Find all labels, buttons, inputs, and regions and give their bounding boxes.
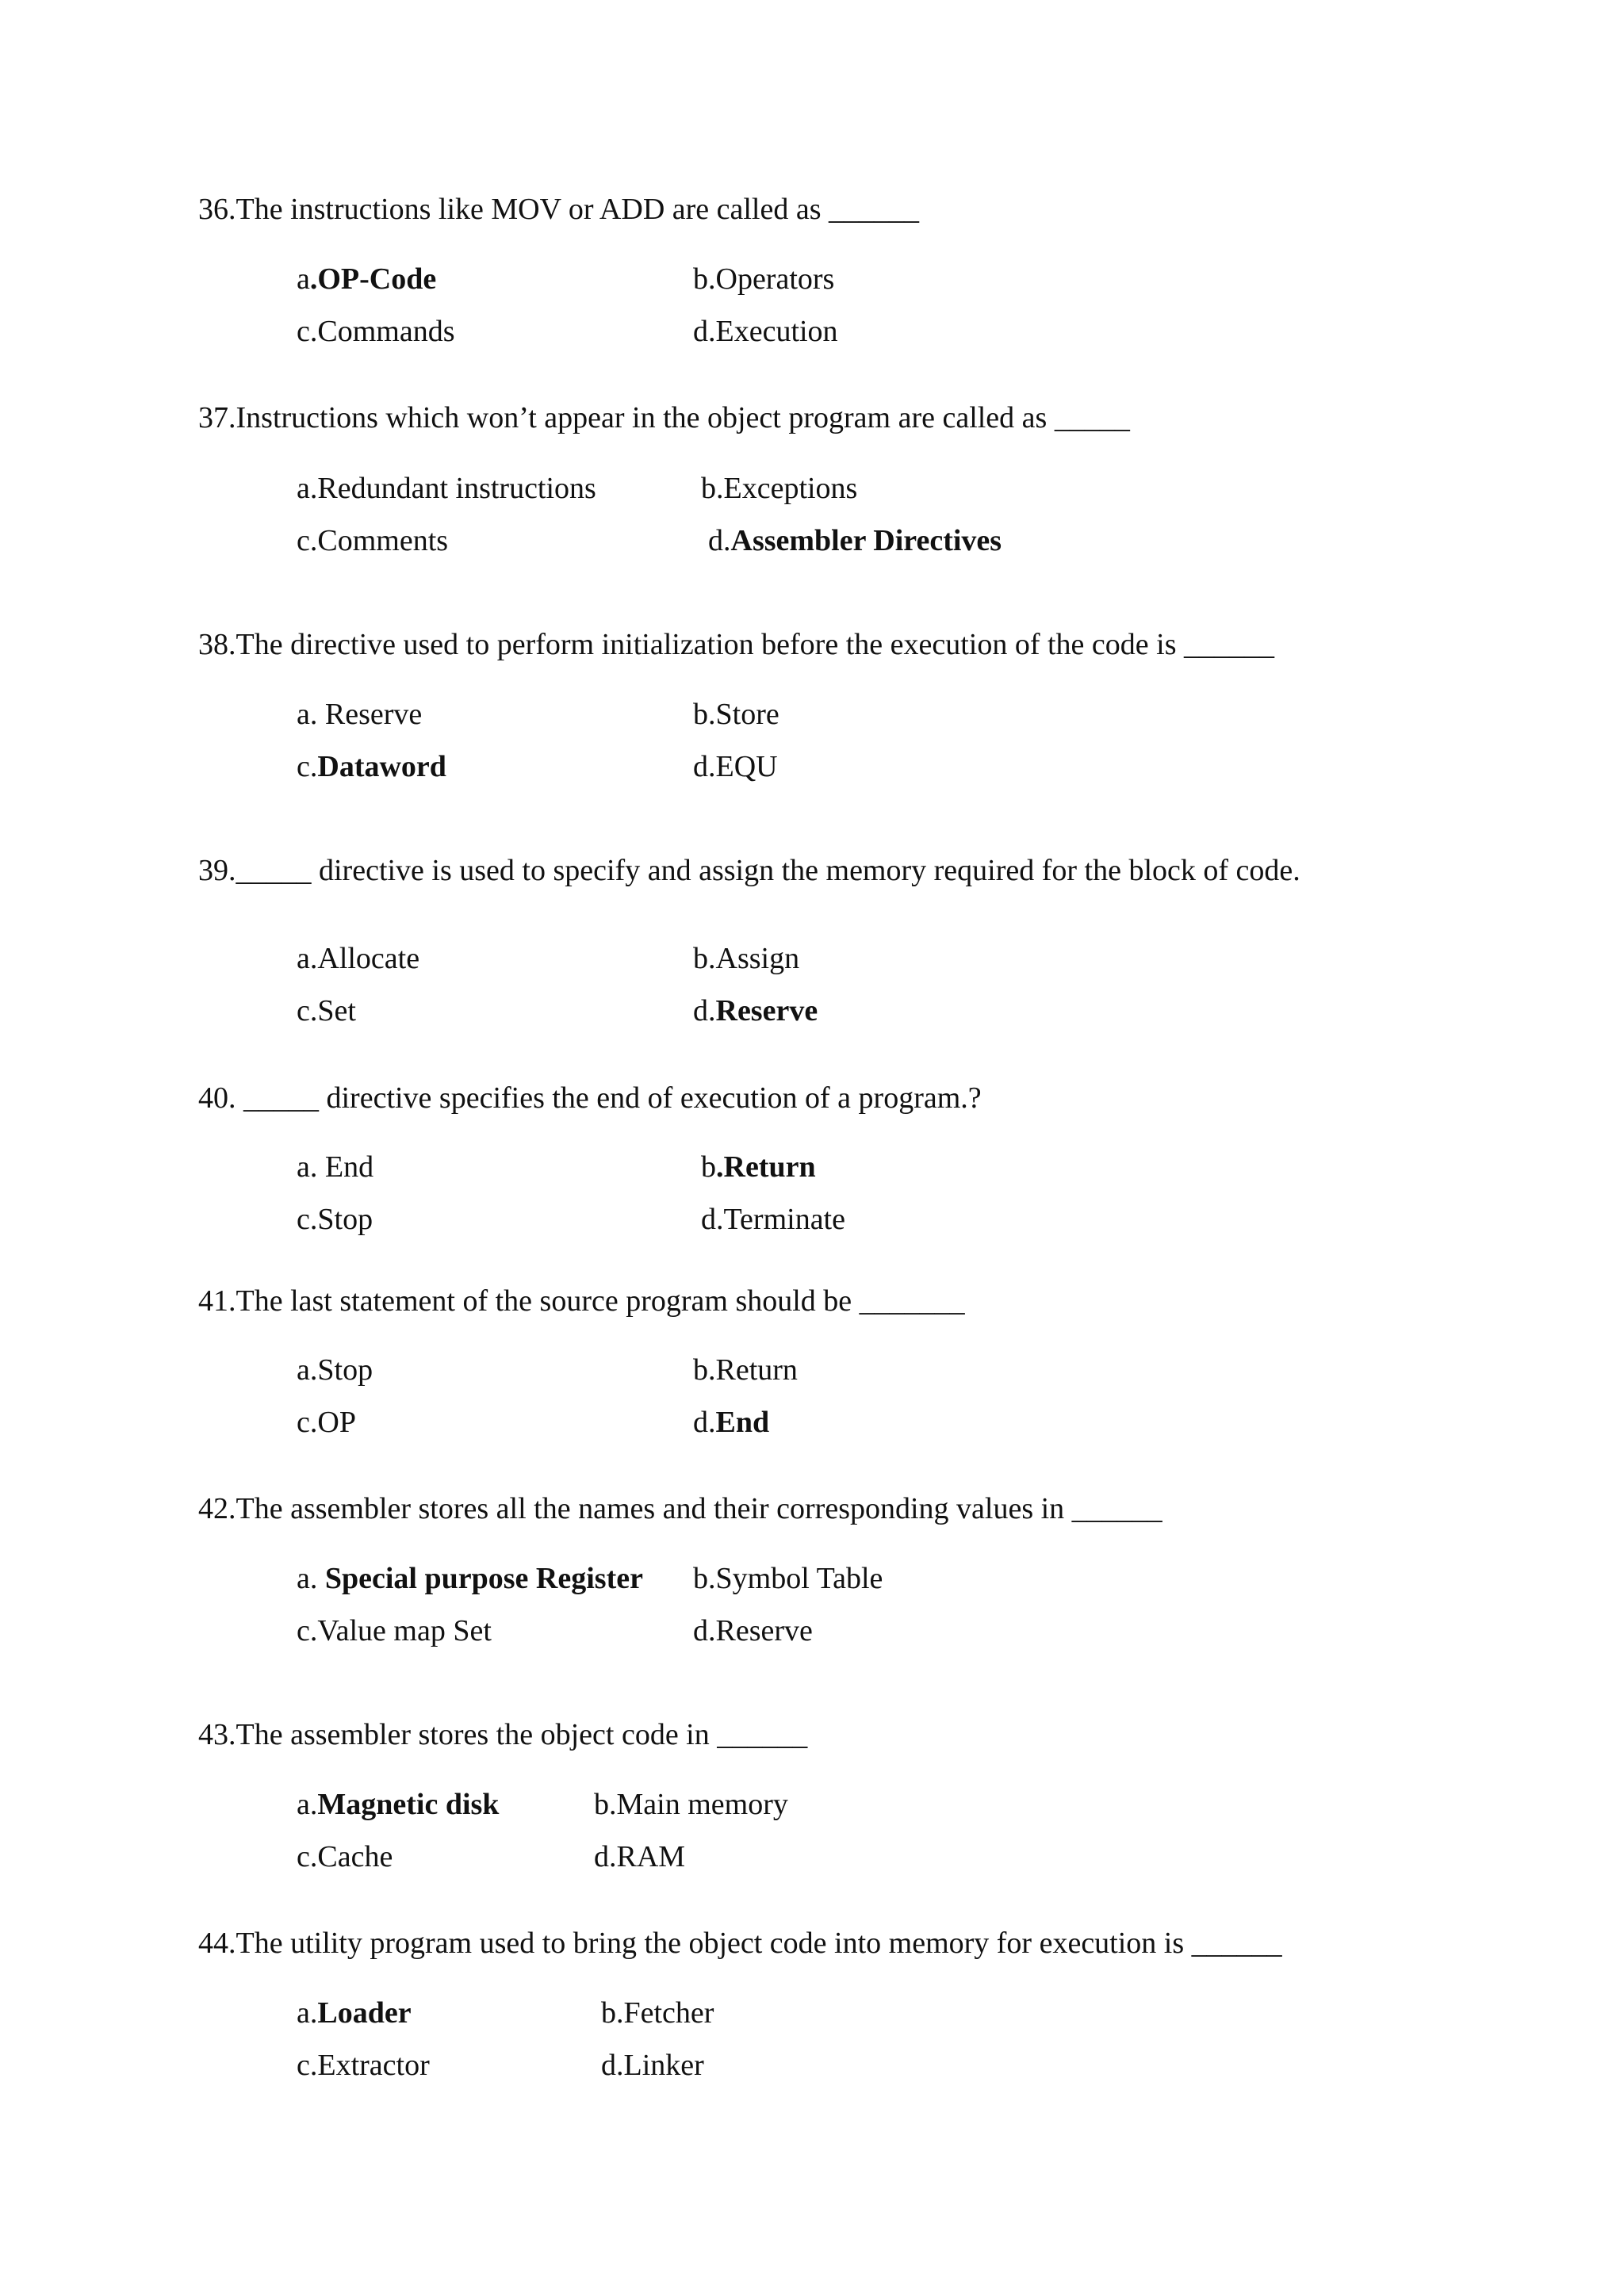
option-b: b.Symbol Table [693, 1562, 883, 1595]
option-b: b.Operators [693, 262, 835, 296]
option-c: c.Value map Set [297, 1614, 492, 1647]
option-d: d.EQU [693, 750, 778, 783]
option-d: d.RAM [594, 1840, 686, 1873]
option-d: d.End [693, 1406, 770, 1439]
option-c: c.Set [297, 994, 356, 1027]
option-c: c.Stop [297, 1203, 373, 1236]
option-d: d.Linker [601, 2049, 704, 2082]
option-c: c.Comments [297, 524, 449, 557]
option-a: a.Magnetic disk [297, 1788, 500, 1821]
question-36: 36.The instructions like MOV or ADD are called as ______ [198, 193, 920, 226]
question-40: 40. _____ directive specifies the end of execution of a program.? [198, 1081, 982, 1115]
option-d: d.Terminate [701, 1203, 845, 1236]
option-b: b.Store [693, 698, 779, 731]
question-42: 42.The assembler stores all the names and their corresponding values in ______ [198, 1492, 1162, 1525]
option-c: c.Extractor [297, 2049, 430, 2082]
option-a: a. Special purpose Register [297, 1562, 643, 1595]
question-37: 37.Instructions which won’t appear in the object program are called as _____ [198, 401, 1130, 434]
option-a: a. Reserve [297, 698, 423, 731]
option-c: c.Dataword [297, 750, 446, 783]
option-a: a.Loader [297, 1996, 412, 2030]
option-d: d.Execution [693, 315, 838, 348]
question-43: 43.The assembler stores the object code in ______ [198, 1718, 808, 1751]
option-b: b.Exceptions [701, 472, 858, 505]
option-a: a. End [297, 1150, 374, 1184]
option-b: b.Return [693, 1353, 798, 1387]
option-d: d.Reserve [693, 1614, 813, 1647]
question-44: 44.The utility program used to bring the object code into memory for execution is ______ [198, 1927, 1282, 1960]
option-a: a.Stop [297, 1353, 373, 1387]
option-a: a.OP-Code [297, 262, 437, 296]
question-38: 38.The directive used to perform initialization before the execution of the code is ______ [198, 628, 1274, 661]
option-c: c.Cache [297, 1840, 393, 1873]
option-b: b.Fetcher [601, 1996, 714, 2030]
option-b: b.Main memory [594, 1788, 788, 1821]
option-b: b.Assign [693, 942, 800, 975]
option-a: a.Allocate [297, 942, 420, 975]
option-d: d.Assembler Directives [708, 524, 1002, 557]
option-a: a.Redundant instructions [297, 472, 596, 505]
question-39: 39._____ directive is used to specify and assign the memory required for the block of code. [198, 854, 1300, 887]
option-c: c.OP [297, 1406, 356, 1439]
question-41: 41.The last statement of the source program should be _______ [198, 1284, 965, 1318]
option-d: d.Reserve [693, 994, 818, 1027]
option-c: c.Commands [297, 315, 455, 348]
option-b: b.Return [701, 1150, 816, 1184]
